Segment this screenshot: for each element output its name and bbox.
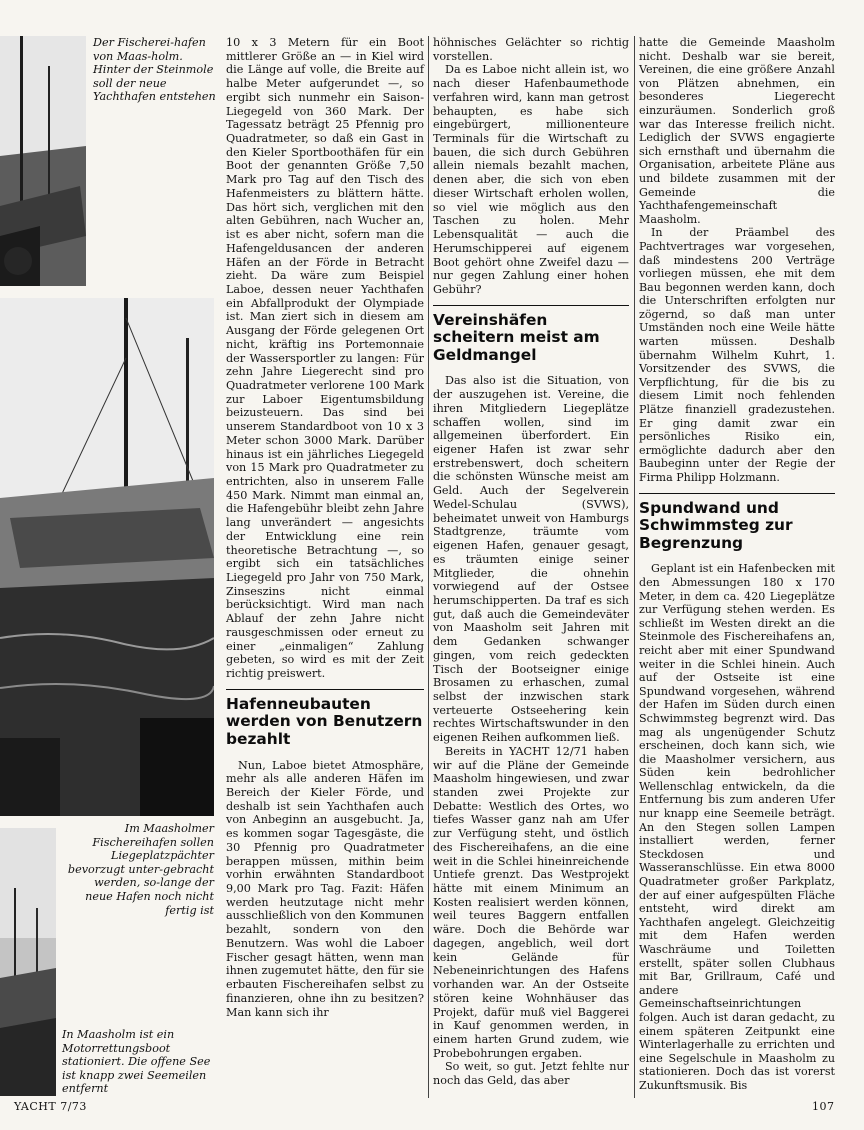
column-1-paragraph: 10 x 3 Metern für ein Boot mittlerer Größe an — in Kiel wird die Länge auf volle, die Breite auf halbe Meter aufgerundet —, so ergibt sich nunmehr ein Saison-Liegegeld von 360 Mark. Der Tagessatz beträgt 25 Pfennig pro Quadratmeter, so daß ein Gast in den Kieler Sportboothäfen für ein Boot der genannten Größe 7,50 Mark pro Tag auf den Tisch des Hafenmeisters zu blättern hätte. Das hört sich, verglichen mit den alten Gebühren, nach Wucher an, ist es aber nicht, sofern man die Hafengeldusancen der anderen Häfen an der Förde in Betracht zieht. Da wäre zum Beispiel Laboe, dessen neuer Yachthafen ein Abfallprodukt der Olympiade ist. Man ziert sich in diesem am Ausgang der Förde gelegenen Ort nicht, kräftig ins Portemonnaie der Wassersportler zu langen: Für zehn Jahre Liegerecht sind pro Quadratmeter verlorene 100 Mark zur Laboer Eigentumsbildung beizusteuern. Das sind bei unserem Standardboot von 10 x 3 Meter schon 3000 Mark. Darüber hinaus ist ein jährliches Liegegeld von 15 Mark pro Quadratmeter zu entrichten, also in unserem Falle 450 Mark. Nimmt man einmal an, die Hafengebühr bleibt zehn Jahre lang unverändert — angesichts der Entwicklung eine rein theoretische Betrachtung —, so ergibt sich ein tatsächliches Liegegeld pro Jahr von 750 Mark, Zinseszins nicht einmal berücksichtigt. Wird man nach Ablauf der zehn Jahre nicht rausgeschmissen oder erneut zu einer „einmaligen“ Zahlung gebeten, so wird es mit der Zeit richtig preiswert. (226, 36, 424, 681)
column-3-paragraph: In der Präambel des Pachtvertrages war vorgesehen, daß mindestens 200 Verträge vorliegen müssen, ehe mit dem Bau begonnen werden kann, doch die Unterschriften erfolgten nur zögernd, so daß man unter Umständen noch eine Weile hätte warten müssen. Deshalb übernahm Wilhelm Kuhrt, 1. Vorsitzender des SVWS, die Verpflichtung, für die bis zu diesem Limit noch fehlenden Plätze finanziell gradezustehen. Er ging damit zwar ein persönliches Risiko ein, ermöglichte dadurch aber den Baubeginn unter der Regie der Firma Philipp Holzmann. (639, 226, 835, 484)
column-1-paragraph: Nun, Laboe bietet Atmosphäre, mehr als alle anderen Häfen im Bereich der Kieler Förde, und deshalb ist sein Yachthafen auch von Anbeginn an ausgebucht. Ja, es kommen sogar Tagesgäste, die 30 Pfennig pro Quadratmeter berappen müssen, mithin beim vorhin erwähnten Standardboot 9,00 Mark pro Tag. Fazit: Häfen werden heutzutage nicht mehr ausschließlich von den Kommunen bezahlt, sondern von den Benutzern. Was wohl die Laboer Fischer gesagt hätten, wenn man ihnen zugemutet hätte, den für sie erbauten Fischereihafen selbst zu finanzieren, ohne ihn zu besitzen? Man kann sich ihr (226, 758, 424, 1019)
magazine-issue: YACHT 7/73 (14, 1100, 87, 1113)
heading-hafenneubauten: Hafenneubauten werden von Benutzern bezahlt (226, 689, 424, 755)
column-3 (639, 36, 835, 1093)
column-2-paragraph: höhnisches Gelächter so richtig vorstellen. (433, 36, 629, 63)
column-3-paragraph: Geplant ist ein Hafenbecken mit den Abmessungen 180 x 170 Meter, in dem ca. 420 Liegeplätze zur Verfügung stehen werden. Es schließt im Westen direkt an die Steinmole des Fischereihafens an, reicht aber mit einer Spundwand weiter in die Schlei hinein. Auch auf der Ostseite ist eine Spundwand vorgesehen, während der Hafen im Süden durch einen Schwimmsteg begrenzt wird. Das mag als ungenügender Schutz erscheinen, doch kann sich, wie die Maasholmer versichern, aus Süden kein bedrohlicher Wellenschlag entwickeln, da die Entfernung bis zum anderen Ufer nur knapp eine Seemeile beträgt. An den Stegen sollen Lampen installiert werden, ferner Steckdosen und Wasseranschlüsse. Ein etwa 8000 Quadratmeter großer Parkplatz, der auf einer aufgespülten Fläche entsteht, wird direkt am Yachthafen angelegt. Gleichzeitig mit dem Hafen werden Waschräume und Toiletten erstellt, später sollen Clubhaus mit Bar, Grillraum, Café und andere Gemeinschaftseinrichtungen folgen. Auch ist daran gedacht, zu einem späteren Zeitpunkt eine Winterlagerhalle zu errichten und eine Segelschule in Maasholm zu stationieren. Doch das ist vorerst Zukunftsmusik. Bis (639, 562, 835, 1092)
column-2-paragraph: Da es Laboe nicht allein ist, wo nach dieser Hafenbaumethode verfahren wird, kann man getrost behaupten, es habe sich eingebürgert, millionenteure Terminals für die Wirtschaft zu bauen, die sich durch Gebühren allein niemals bezahlt machen, denen aber, die sich von eben dieser Wirtschaft erholen wollen, so viel wie möglich aus den Taschen zu holen. Mehr Lebensqualität — auch die Herumschipperei auf eigenem Boot gehört ohne Zweifel dazu — nur gegen Zahlung einer hohen Gebühr? (433, 63, 629, 296)
column-3-paragraph: hatte die Gemeinde Maasholm nicht. Deshalb war sie bereit, Vereinen, die eine größere Anzahl von Plätzen abnehmen, ein besonderes Liegerecht einzuräumen. Sonderlich groß war das Interesse freilich nicht. Lediglich der SVWS engagierte sich ernsthaft und übernahm die Organisation, arbeitete Pläne aus und bildete zusammen mit der Gemeinde die Yachthafengemeinschaft Maasholm. (639, 36, 835, 226)
harbor-photo-top (0, 36, 86, 286)
column-divider (428, 36, 429, 1098)
caption-harbor-top: Der Fischerei-hafen von Maas-holm. Hinter der Steinmole soll der neue Yachthafen entstehen (93, 36, 216, 104)
column-2-paragraph: So weit, so gut. Jetzt fehlte nur noch das Geld, das aber (433, 1060, 629, 1088)
column-2-paragraph: Das also ist die Situation, von der auszugehen ist. Vereine, die ihren Mitgliedern Liegeplätze schaffen wollen, sind im allgemeinen überfordert. Ein eigener Hafen ist zwar sehr erstrebenswert, doch scheitern die schönsten Wünsche meist am Geld. Auch der Segelverein Wedel-Schulau (SVWS), beheimatet unweit von Hamburgs Stadtgrenze, träumte vom eigenen Hafen, genauer gesagt, es träumten einige seiner Mitglieder, die ohnehin vorwiegend auf der Ostsee herumschipperten. Da traf es sich gut, daß auch die Gemeindeväter von Maasholm seit Jahren mit dem Gedanken schwanger gingen, vom reich gedeckten Tisch der Bootseigner einige Brosamen zu erhaschen, zumal selbst der inzwischen stark verteuerte Ostseehering kein rechtes Wirtschaftswunder in den eigenen Reihen aufkommen ließ. (433, 374, 629, 745)
caption-fishermen: Im Maasholmer Fischereihafen sollen Liegeplatzpächter bevorzugt unter-gebracht werden, so-lange der neue Hafen noch nicht fertig ist (67, 822, 214, 917)
heading-spundwand: Spundwand und Schwimmsteg zur Begrenzung (639, 493, 835, 559)
column-divider (634, 36, 635, 1098)
heading-vereinshaefen: Vereinshäfen scheitern meist am Geldmangel (433, 305, 629, 371)
fishermen-photo (0, 298, 214, 816)
column-1 (226, 36, 424, 1019)
caption-rescue-boat: In Maasholm ist ein Motorrettungsboot stationiert. Die offene See ist knapp zwei Seemeilen entfernt (62, 1028, 211, 1096)
column-2-paragraph: Bereits in YACHT 12/71 haben wir auf die Pläne der Gemeinde Maasholm hingewiesen, und zwar standen zwei Projekte zur Debatte: Westlich des Ortes, wo tiefes Wasser ganz nah am Ufer zur Verfügung steht, und östlich des Fischereihafens, an die eine weit in die Schlei hineinreichende Untiefe grenzt. Das Westprojekt hätte mit einem Minimum an Kosten realisiert werden können, weil teures Baggern entfallen wäre. Doch die Behörde war dagegen, angeblich, weil dort kein Gelände für Nebeneinrichtungen des Hafens vorhanden war. An der Ostseite stören keine Wohnhäuser das Projekt, dafür muß viel Baggerei in Kauf genommen werden, in einem harten Grund zudem, wie Probebohrungen ergaben. (433, 744, 629, 1060)
page-number: 107 (812, 1100, 835, 1113)
column-2 (433, 36, 629, 1088)
rescue-boat-photo (0, 828, 56, 1096)
